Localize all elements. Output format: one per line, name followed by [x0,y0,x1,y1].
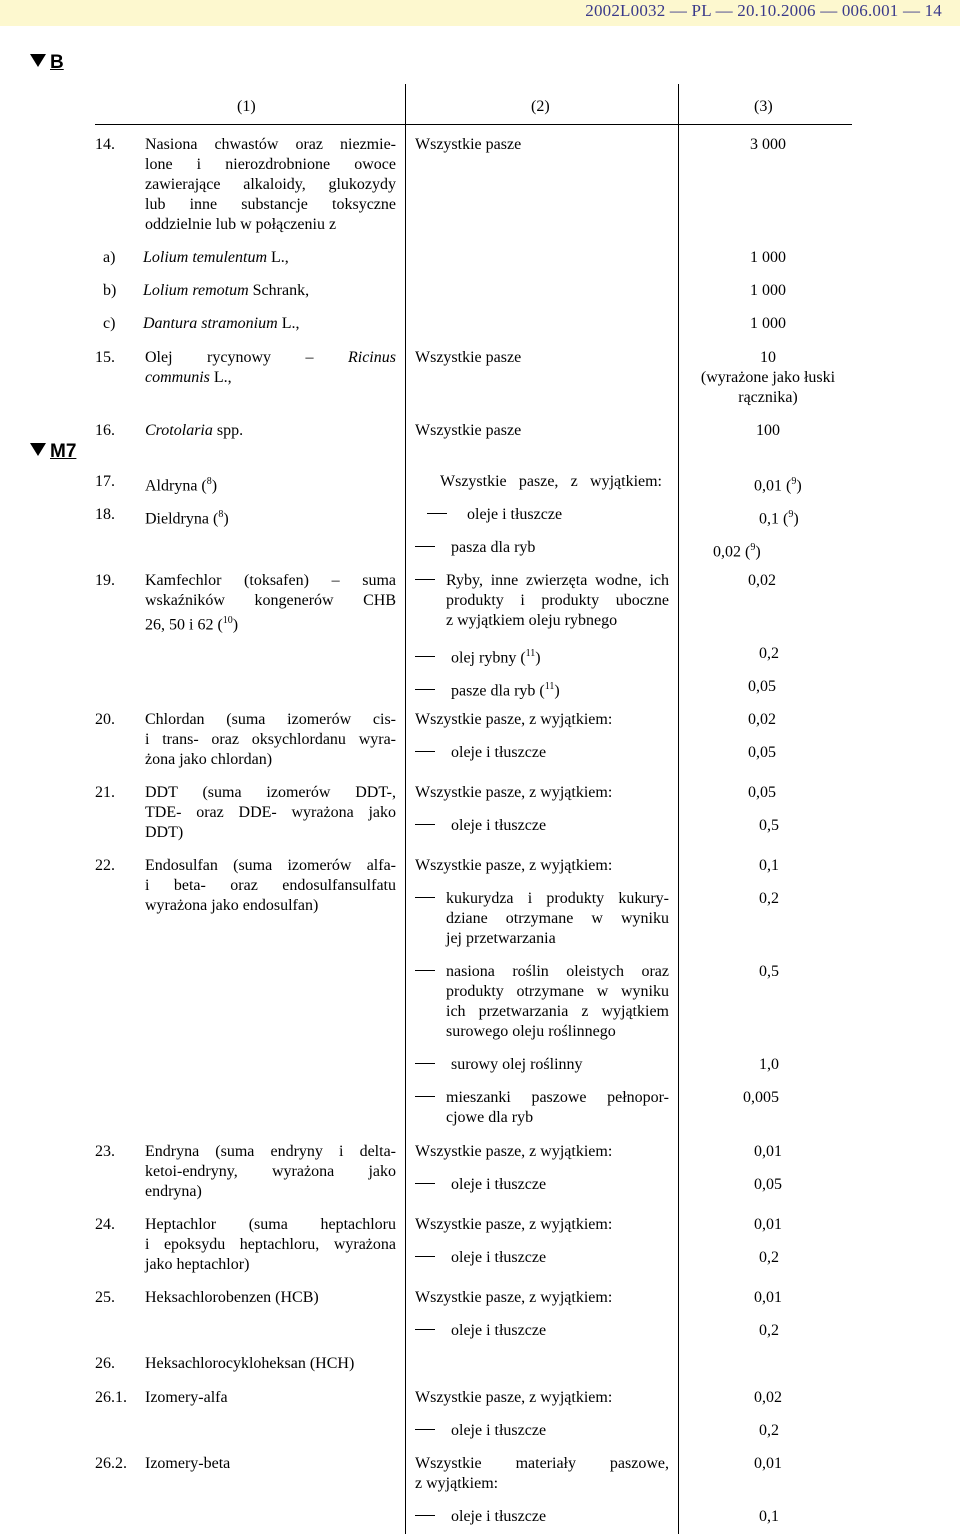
row-number: 24. [95,1216,115,1233]
max-content-value: 0,05 [748,744,776,761]
row-number: 17. [95,473,115,490]
column-divider-2 [678,84,679,1534]
max-content-value: 0,02 [748,711,776,728]
amendment-marker-m7[interactable] [30,441,76,463]
dash-icon [415,1088,435,1108]
max-content-value: 0,05 [748,678,776,695]
max-content-value: 1,0 [759,1056,779,1073]
feed-exception: oleje i tłuszcze [415,743,546,763]
marker-label: M7 [50,441,77,462]
feed-type: Wszystkie pasze [415,136,522,153]
row-number: 18. [95,506,115,523]
triangle-down-icon [30,443,46,456]
feed-type: Wszystkie pasze, z wyjątkiem: [415,1389,613,1406]
substance-description: Chlordan (suma izomerów cis- i trans- oraz oksychlordanu wyra- żona jako chlordan) [145,711,396,768]
max-content-value: 1 000 [750,249,786,266]
max-content-value: 0,2 [759,890,779,907]
dash-icon [415,689,435,690]
feed-exception: oleje i tłuszcze [415,1248,546,1268]
max-content-value: 0,01 [754,1143,782,1160]
feed-exception: oleje i tłuszcze [415,1321,546,1341]
column-header-2: (2) [531,98,550,115]
feed-type: Wszystkie pasze, z wyjątkiem: [415,711,613,728]
row-number: 23. [95,1143,115,1160]
feed-exception: olej rybny ($^{11}$) [415,644,541,668]
substance-description: Nasiona chwastów oraz niezmie- lone i nierozdrobnione owoce zawierające alkaloidy, glukozydy lub inne substancje toksyczne oddzielnie lub w połączeniu z [145,136,396,233]
dash-icon [415,1063,435,1064]
feed-type: Wszystkie pasze, z wyjątkiem: [440,473,662,490]
max-content-value: 0,2 [759,1422,779,1439]
dash-icon [427,513,447,514]
max-content-value: 0,2 [759,1322,779,1339]
dash-icon [415,1429,435,1430]
feed-type: Wszystkie pasze [415,422,522,439]
substance-name: Heksachlorocykloheksan (HCH) [145,1355,355,1372]
dash-icon [415,656,435,657]
max-content-value: 0,01 ($^9$) [754,476,802,495]
feed-type: Wszystkie pasze, z wyjątkiem: [415,1216,613,1233]
substance-description: DDT (suma izomerów DDT-, TDE- oraz DDE- wyrażona jako DDT) [145,784,396,841]
substance-description-line2: communis L., [145,369,232,386]
document-reference: 2002L0032 — PL — 20.10.2006 — 006.001 — 14 [585,1,942,20]
max-content-value: 3 000 [750,136,786,153]
dash-icon [415,1256,435,1257]
dash-icon [415,1515,435,1516]
max-content-value: 0,05 [754,1176,782,1193]
max-content-value: 0,02 [754,1389,782,1406]
dash-icon [415,571,435,591]
max-content-value: 0,5 [759,817,779,834]
substance-name: Heksachlorobenzen (HCB) [145,1289,319,1306]
row-number: 25. [95,1289,115,1306]
max-content-value: 0,02 ($^9$) [713,542,761,561]
max-content-value: 0,01 [754,1455,782,1472]
feed-type: Wszystkie pasze [415,349,522,366]
feed-exception: nasiona roślin oleistych oraz produkty otrzymane w wyniku ich przetwarzania z wyjątkiem surowego oleju roślinnego [446,963,669,1040]
row-number: 14. [95,136,115,153]
feed-exception: oleje i tłuszcze [415,816,546,836]
max-content-value: 0,2 [759,1249,779,1266]
row-number: 22. [95,857,115,874]
feed-exception: oleje i tłuszcze [415,1507,546,1527]
feed-exception: mieszanki paszowe pełnopor- cjowe dla ryb [446,1089,669,1126]
substance-description: Kamfechlor (toksafen) – suma wskaźników kongenerów CHB 26, 50 i 62 ($^{10}$) [145,572,396,634]
substance-name: Dieldryna ($^8$) [145,509,229,528]
feed-exception: kukurydza i produkty kukury- dziane otrzymane w wyniku jej przetwarzania [446,890,669,947]
max-content-value: 0,01 [754,1289,782,1306]
triangle-down-icon [30,54,46,67]
column-header-3: (3) [754,98,773,115]
max-content-value: 0,1 [759,857,779,874]
dash-icon [415,751,435,752]
sub-letter: a) [103,249,116,266]
max-content-value: 1 000 [750,282,786,299]
row-number: 26.2. [95,1455,127,1472]
row-number: 21. [95,784,115,801]
feed-type: Wszystkie materiały paszowe, z wyjątkiem: [415,1455,669,1492]
substance-name: Lolium remotum Schrank, [143,282,310,299]
substance-name: Crotolaria spp. [145,422,244,439]
feed-exception: Ryby, inne zwierzęta wodne, ich produkty i produkty uboczne z wyjątkiem oleju rybnego [446,572,669,629]
feed-type: Wszystkie pasze, z wyjątkiem: [415,1289,613,1306]
column-divider-1 [405,84,406,1534]
column-header-1: (1) [237,98,256,115]
max-content-value: 0,01 [754,1216,782,1233]
amendment-marker-b[interactable] [30,52,64,74]
row-number: 15. [95,349,115,366]
substance-description: Heptachlor (suma heptachloru i epoksydu heptachloru, wyrażona jako heptachlor) [145,1216,396,1273]
feed-exception: oleje i tłuszcze [415,1175,546,1195]
substance-name: Izomery-alfa [145,1389,228,1406]
max-content-value: 0,02 [748,572,776,589]
max-content-value: 10 (wyrażone jako łuski rącznika) [700,349,836,406]
feed-type: Wszystkie pasze, z wyjątkiem: [415,1143,613,1160]
feed-exception: oleje i tłuszcze [415,1421,546,1441]
substance-description: Endryna (suma endryny i delta- ketoi-endryny, wyrażona jako endryna) [145,1143,396,1200]
table-header-rule [95,124,852,125]
max-content-value: 0,1 ($^9$) [759,509,799,528]
substance-name: Aldryna ($^8$) [145,476,218,495]
row-number: 26. [95,1355,115,1372]
row-number: 20. [95,711,115,728]
dash-icon [415,1329,435,1330]
dash-icon [415,824,435,825]
feed-type: Wszystkie pasze, z wyjątkiem: [415,857,613,874]
substance-description: Endosulfan (suma izomerów alfa- i beta- oraz endosulfansulfatu wyrażona jako endosulfan) [145,857,396,914]
substance-name: Dantura stramonium L., [143,315,300,332]
feed-exception: pasza dla ryb [415,538,535,558]
feed-exception: pasze dla ryb ($^{11}$) [415,677,560,701]
max-content-value: 0,5 [759,963,779,980]
sub-letter: b) [103,282,117,299]
dash-icon [415,1183,435,1184]
max-content-value: 0,1 [759,1508,779,1525]
max-content-value: 1 000 [750,315,786,332]
max-content-value: 0,005 [743,1089,779,1106]
substance-name: Izomery-beta [145,1455,231,1472]
dash-icon [415,889,435,909]
substance-name: Lolium temulentum L., [143,249,289,266]
substance-description: Olej rycynowy – Ricinus [145,349,396,366]
row-number: 19. [95,572,115,589]
max-content-value: 0,05 [748,784,776,801]
feed-exception: oleje i tłuszcze [427,505,562,525]
max-content-value: 100 [756,422,780,439]
page-header-band [0,0,960,26]
dash-icon [415,962,435,982]
feed-type: Wszystkie pasze, z wyjątkiem: [415,784,613,801]
sub-letter: c) [103,315,116,332]
row-number: 26.1. [95,1389,127,1406]
feed-exception: surowy olej roślinny [415,1055,583,1075]
marker-label: B [50,52,64,73]
max-content-value: 0,2 [759,645,779,662]
dash-icon [415,546,435,547]
row-number: 16. [95,422,115,439]
